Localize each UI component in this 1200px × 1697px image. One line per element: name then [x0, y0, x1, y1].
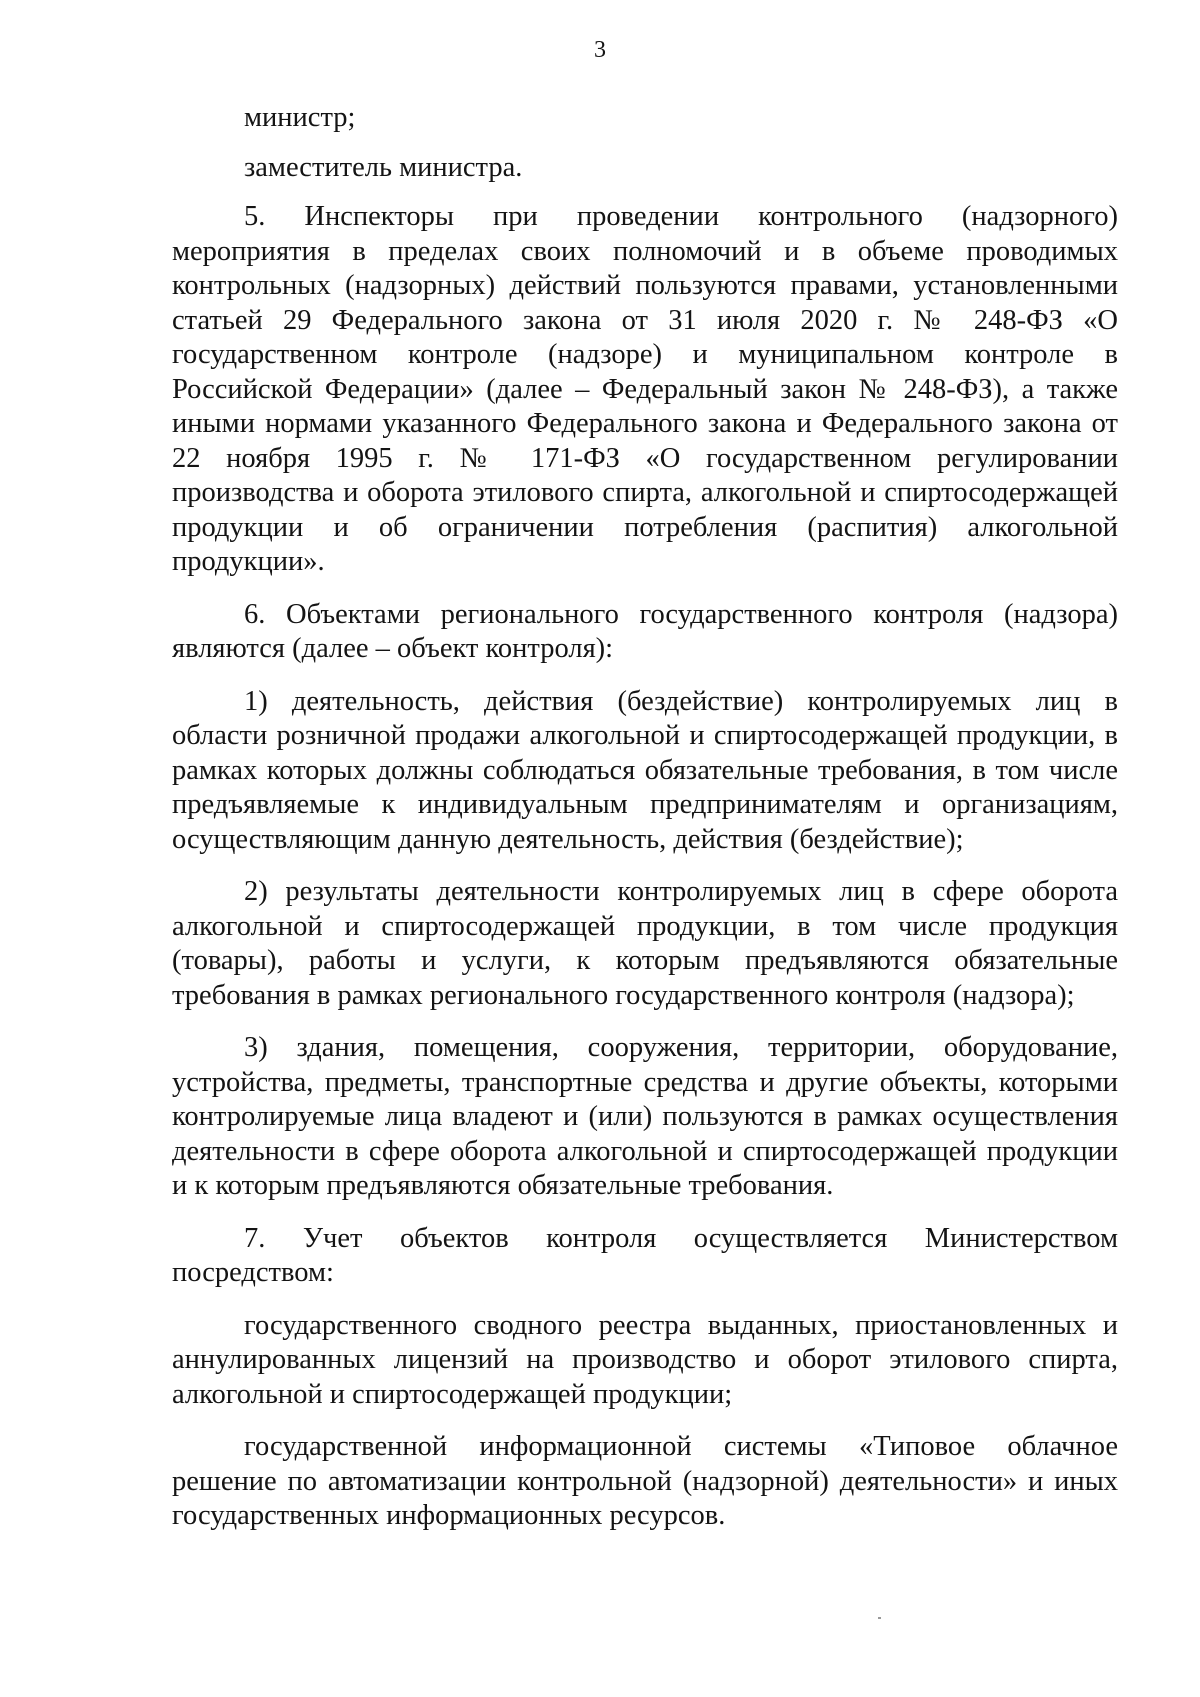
paragraph-item-7-accounting: 7. Учет объектов контроля осуществляется Министерством посредством: [172, 1222, 1118, 1288]
document-body [172, 101, 1118, 1552]
paragraph-item-6-control-objects: 6. Объектами регионального государственного контроля (надзора) являются (далее – объект контроля): [172, 598, 1118, 664]
paragraph-minister: министр; [244, 102, 356, 133]
page-number: 3 [594, 37, 606, 63]
paragraph-information-system: государственной информационной системы «Типовое облачное решение по автоматизации контрольной (надзорной) деятельности» и иных государственных информационных ресурсов. [172, 1431, 1118, 1531]
paragraph-subitem-1-activities: 1) деятельность, действия (бездействие) контролируемых лиц в области розничной продажи алкогольной и спиртосодержащей продукции, в рамках которых должны соблюдаться обязательные требования, в том числе предъявляемые к индивидуальным предпринимателям и организациям, осуществляющим данную деятельность, действия (бездействие); [172, 685, 1118, 855]
paragraph-item-5-inspector-rights: 5. Инспекторы при проведении контрольного (надзорного) мероприятия в пределах своих полномочий и в объеме проводимых контрольных (надзорных) действий пользуются правами, установленными статьей 29 Федерального закона от 31 июля 2020 г. № 248-ФЗ «О государственном контроле (надзоре) и муниципальном контроле в Российской Федерации» (далее – Федеральный закон № 248-ФЗ), а также иными нормами указанного Федерального закона и Федерального закона от 22 ноября 1995 г. № 171-ФЗ «О государственном регулировании производства и оборота этилового спирта, алкогольной и спиртосодержащей продукции и об ограничении потребления (распития) алкогольной продукции». [172, 201, 1118, 577]
paragraph-license-registry: государственного сводного реестра выданных, приостановленных и аннулированных лицензий на производство и оборот этилового спирта, алкогольной и спиртосодержащей продукции; [172, 1309, 1118, 1410]
paragraph-subitem-3-buildings: 3) здания, помещения, сооружения, территории, оборудование, устройства, предметы, транспортные средства и другие объекты, которыми контролируемые лица владеют и (или) пользуются в рамках осуществления деятельности в сфере оборота алкогольной и спиртосодержащей продукции и к которым предъявляются обязательные требования. [172, 1032, 1118, 1201]
paragraph-deputy-minister: заместитель министра. [244, 151, 523, 183]
paragraph-subitem-2-results: 2) результаты деятельности контролируемых лиц в сфере оборота алкогольной и спиртосодержащей продукции, в том числе продукция (товары), работы и услуги, к которым предъявляются обязательные требования в рамках регионального государственного контроля (надзора); [172, 876, 1118, 1011]
scan-speck [878, 1617, 881, 1619]
